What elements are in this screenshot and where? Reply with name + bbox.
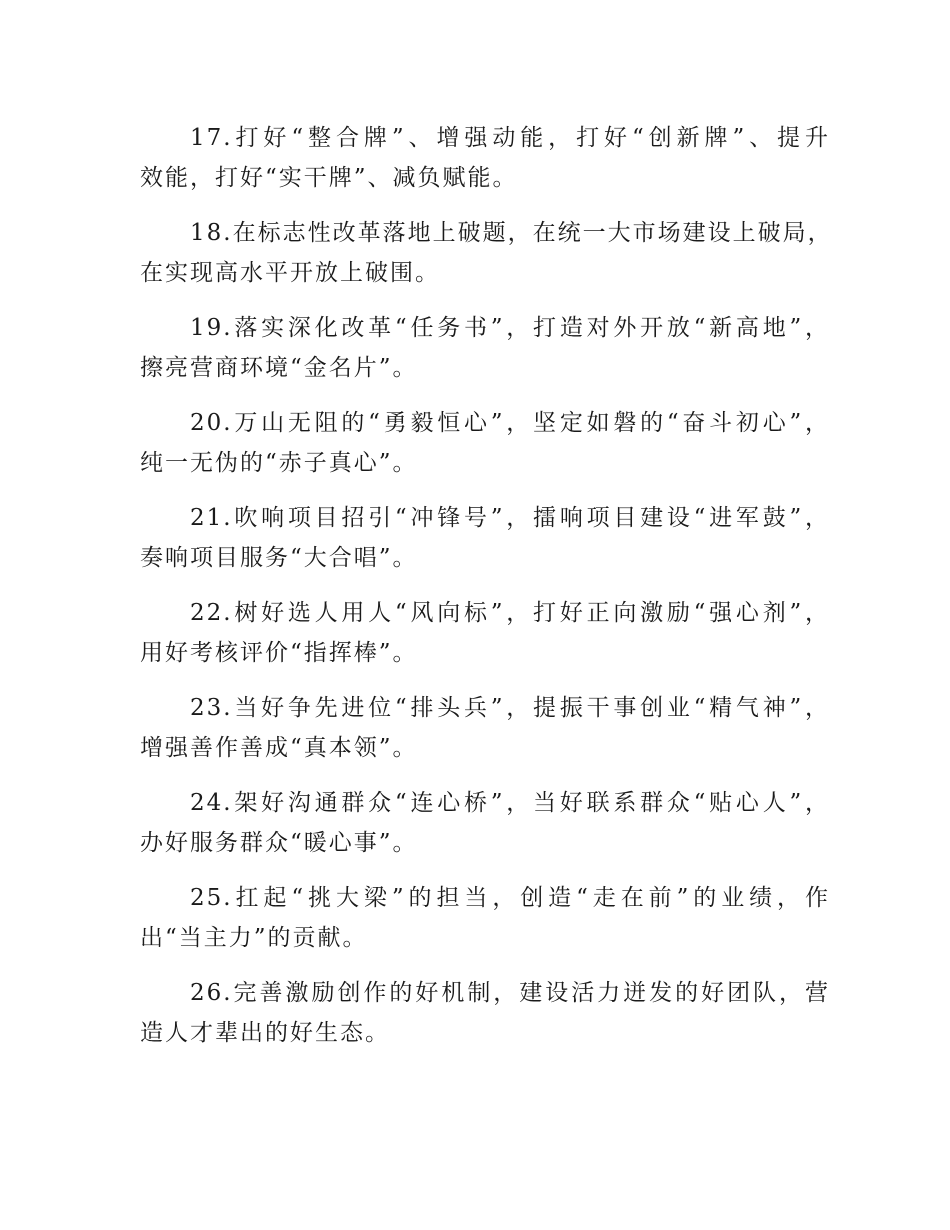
list-item [140, 593, 830, 673]
paragraph-line: 擦亮营商环境“金名片”。 [140, 355, 418, 381]
list-item [140, 973, 830, 1053]
paragraph-line: 20.万山无阻的“勇毅恒心”，坚定如磐的“奋斗初心”， [190, 410, 830, 436]
paragraph-line: 18.在标志性改革落地上破题，在统一大市场建设上破局， [190, 220, 833, 246]
paragraph-line: 出“当主力”的贡献。 [140, 925, 368, 951]
paragraph-line: 22.树好选人用人“风向标”，打好正向激励“强心剂”， [190, 600, 830, 626]
paragraph-line: 用好考核评价“指挥棒”。 [140, 640, 418, 666]
paragraph-line: 奏响项目服务“大合唱”。 [140, 545, 418, 571]
list-item [140, 118, 830, 198]
list-item [140, 213, 833, 293]
paragraph-line: 在实现高水平开放上破围。 [140, 260, 440, 286]
paragraph-line: 纯一无伪的“赤子真心”。 [140, 450, 418, 476]
list-item [140, 308, 830, 388]
paragraph-line: 23.当好争先进位“排头兵”，提振干事创业“精气神”， [190, 695, 830, 721]
paragraph-line: 24.架好沟通群众“连心桥”，当好联系群众“贴心人”， [190, 790, 830, 816]
list-item [140, 498, 830, 578]
paragraph-line: 增强善作善成“真本领”。 [140, 735, 418, 761]
paragraph-line: 17.打好“整合牌”、增强动能，打好“创新牌”、提升 [190, 125, 830, 151]
paragraph-line: 25.扛起“挑大梁”的担当，创造“走在前”的业绩，作 [190, 885, 830, 911]
paragraph-line: 21.吹响项目招引“冲锋号”，擂响项目建设“进军鼓”， [190, 505, 830, 531]
paragraph-line: 办好服务群众“暖心事”。 [140, 830, 418, 856]
paragraph-line: 造人才辈出的好生态。 [140, 1020, 390, 1046]
list-item [140, 878, 830, 958]
document-body [140, 118, 833, 1068]
paragraph-line: 26.完善激励创作的好机制，建设活力迸发的好团队，营 [190, 980, 830, 1006]
list-item [140, 688, 830, 768]
list-item [140, 403, 830, 483]
list-item [140, 783, 830, 863]
paragraph-line: 效能，打好“实干牌”、减负赋能。 [140, 165, 518, 191]
paragraph-line: 19.落实深化改革“任务书”，打造对外开放“新高地”， [190, 315, 830, 341]
